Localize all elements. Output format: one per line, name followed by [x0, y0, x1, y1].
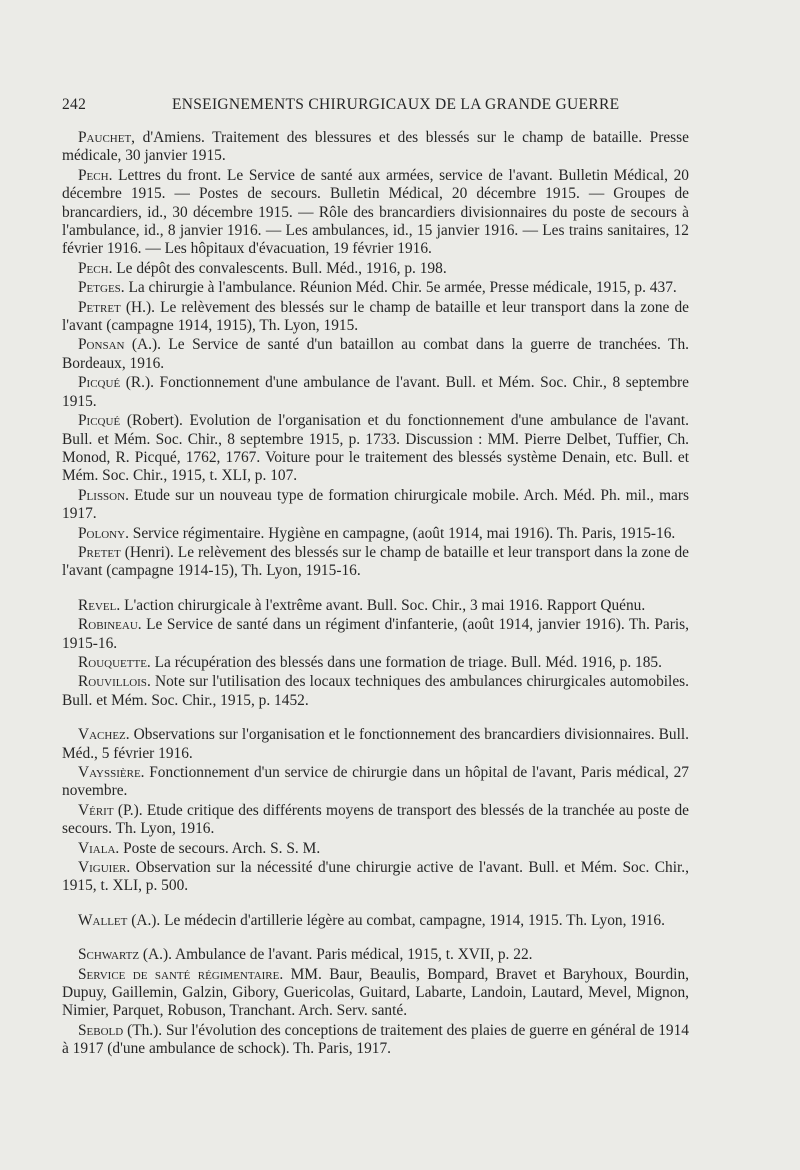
bibliography-entry [62, 544, 689, 581]
entry-author: Ponsan [78, 336, 125, 354]
entry-author: Vérit [78, 801, 114, 819]
bibliography-entry [62, 764, 689, 801]
page-number: 242 [62, 96, 87, 113]
bibliography-entry [62, 966, 689, 1021]
bibliography-list [62, 129, 689, 1060]
entry-author: Robineau [78, 616, 138, 634]
entry-text: (Th.). Sur l'évolution des conceptions de traitement des plaies de guerre en général de 1914 à 1917 (d'une ambulance de schock). Th. Paris, 1917. [62, 1021, 689, 1058]
entry-author: Picqué [78, 374, 121, 392]
entry-author: Schwartz [78, 946, 140, 964]
entry-text: . Le Service de santé dans un régiment d'infanterie, (août 1914, janvier 1916). Th. Paris, 1915-16. [62, 616, 689, 652]
entry-author: Revel [78, 596, 117, 614]
entry-author: Rouvillois [78, 673, 147, 691]
entry-text: (H.). Le relèvement des blessés sur le champ de bataille et leur transport dans la zone de l'avant (campagne 1914, 1915), Th. Lyon, 1915. [62, 298, 689, 335]
entry-text: (R.). Fonctionnement d'une ambulance de l'avant. Bull. et Mém. Soc. Chir., 8 septembre 1915. [62, 374, 689, 410]
entry-text: . La récupération des blessés dans une formation de triage. Bull. Méd. 1916, p. 185. [146, 653, 662, 671]
entry-author: Pech [78, 166, 109, 184]
bibliography-entry [62, 616, 689, 653]
entry-text: , d'Amiens. Traitement des blessures et des blessés sur le champ de bataille. Presse médicale, 30 janvier 1915. [62, 129, 689, 165]
entry-text: . MM. Baur, Beaulis, Bompard, Bravet et Baryhoux, Bourdin, Dupuy, Gaillemin, Galzin, Gibory, Guericolas, Guitard, Labarte, Landoin, Lautard, Mevel, Mignon, Nimier, Parquet, Robuson, Tranchant. Arch. Serv. santé. [62, 965, 689, 1020]
bibliography-entry [62, 912, 689, 930]
bibliography-entry [62, 654, 689, 672]
entry-text: (A.). Le Service de santé d'un bataillon au combat dans la guerre de tranchées. Th. Bordeaux, 1916. [62, 336, 689, 372]
bibliography-entry [62, 374, 689, 411]
entry-author: Viala [78, 839, 116, 857]
entry-text: . Observations sur l'organisation et le fonctionnement des brancardiers divisionnaires. Bull. Méd., 5 février 1916. [62, 726, 689, 762]
entry-author: Plisson [78, 486, 126, 504]
entry-author: Service de santé régimentaire [78, 965, 280, 983]
bibliography-entry [62, 260, 689, 278]
entry-text: (A.). Ambulance de l'avant. Paris médical, 1915, t. XVII, p. 22. [139, 946, 533, 964]
bibliography-entry [62, 597, 689, 615]
entry-text: . Poste de secours. Arch. S. S. M. [115, 839, 321, 857]
entry-text: . Le dépôt des convalescents. Bull. Méd., 1916, p. 198. [108, 259, 447, 277]
bibliography-entry [62, 1022, 689, 1059]
bibliography-entry [62, 726, 689, 763]
bibliography-entry [62, 167, 689, 259]
entry-text: . Lettres du front. Le Service de santé aux armées, service de l'avant. Bulletin Médical, 20 décembre 1915. — Postes de secours. Bulletin Médical, 20 décembre 1915. — Groupes de brancardiers, id., 30 décembre 1915. — Rôle des brancardiers divisionnaires du poste de secours à l'ambulance, id., 8 janvier 1916. — Les ambulances, id., 15 janvier 1916. — Les trains sanitaires, 12 février 1916. — Les hôpitaux d'évacuation, 19 février 1916. [62, 166, 689, 258]
bibliography-entry [62, 412, 689, 486]
entry-text: . Fonctionnement d'un service de chirurgie dans un hôpital de l'avant, Paris médical, 27 novembre. [62, 764, 689, 800]
entry-author: Pauchet [78, 129, 132, 146]
entry-text: (P.). Etude critique des différents moyens de transport des blessés de la tranchée au poste de secours. Th. Lyon, 1916. [62, 801, 689, 838]
bibliography-entry [62, 802, 689, 839]
entry-author: Polony [78, 524, 126, 542]
bibliography-entry [62, 859, 689, 896]
bibliography-entry [62, 946, 689, 964]
entry-text: . Service régimentaire. Hygiène en campagne, (août 1914, mai 1916). Th. Paris, 1915-16. [125, 524, 676, 542]
entry-text: (A.). Le médecin d'artillerie légère au combat, campagne, 1914, 1915. Th. Lyon, 1916. [127, 911, 665, 929]
entry-author: Sebold [78, 1021, 124, 1039]
entry-author: Pretet [78, 543, 121, 561]
bibliography-entry [62, 673, 689, 710]
entry-author: Vayssière [78, 764, 141, 781]
entry-author: Picqué [78, 412, 121, 430]
bibliography-entry [62, 279, 689, 297]
entry-text: . L'action chirurgicale à l'extrême avant. Bull. Soc. Chir., 3 mai 1916. Rapport Quénu. [116, 596, 646, 614]
entry-author: Petges [78, 279, 121, 297]
entry-author: Rouquette [78, 653, 147, 671]
bibliography-entry [62, 487, 689, 524]
entry-author: Petret [78, 298, 121, 316]
entry-text: . Note sur l'utilisation des locaux techniques des ambulances chirurgicales automobiles. Bull. et Mém. Soc. Chir., 1915, p. 1452. [62, 673, 689, 709]
entry-text: . La chirurgie à l'ambulance. Réunion Méd. Chir. 5e armée, Presse médicale, 1915, p. 437. [120, 279, 677, 297]
running-title: ENSEIGNEMENTS CHIRURGICAUX DE LA GRANDE GUERRE [172, 96, 620, 113]
bibliography-entry [62, 129, 689, 166]
entry-text: (Henri). Le relèvement des blessés sur le champ de bataille et leur transport dans la zone de l'avant (campagne 1914-15), Th. Lyon, 1915-16. [62, 543, 689, 580]
bibliography-entry [62, 525, 689, 543]
entry-author: Vachez [78, 726, 126, 744]
entry-text: . Etude sur un nouveau type de formation chirurgicale mobile. Arch. Méd. Ph. mil., mars 1917. [62, 486, 689, 523]
bibliography-entry [62, 299, 689, 336]
bibliography-entry [62, 840, 689, 858]
entry-text: . Observation sur la nécessité d'une chirurgie active de l'avant. Bull. et Mém. Soc. Chir., 1915, t. XLI, p. 500. [62, 859, 689, 895]
bibliography-entry [62, 336, 689, 373]
entry-text: (Robert). Evolution de l'organisation et du fonctionnement d'une ambulance de l'avant. Bull. et Mém. Soc. Chir., 8 septembre 1915, p. 1733. Discussion : MM. Pierre Delbet, Tuffier, Ch. Monod, R. Picqué, 1762, 1767. Voiture pour le traitement des blessés système Denain, etc. Bull. et Mém. Soc. Chir., 1915, t. XLI, p. 107. [62, 412, 689, 485]
entry-author: Wallet [78, 911, 128, 929]
entry-author: Viguier [78, 859, 127, 877]
entry-author: Pech [78, 259, 109, 277]
